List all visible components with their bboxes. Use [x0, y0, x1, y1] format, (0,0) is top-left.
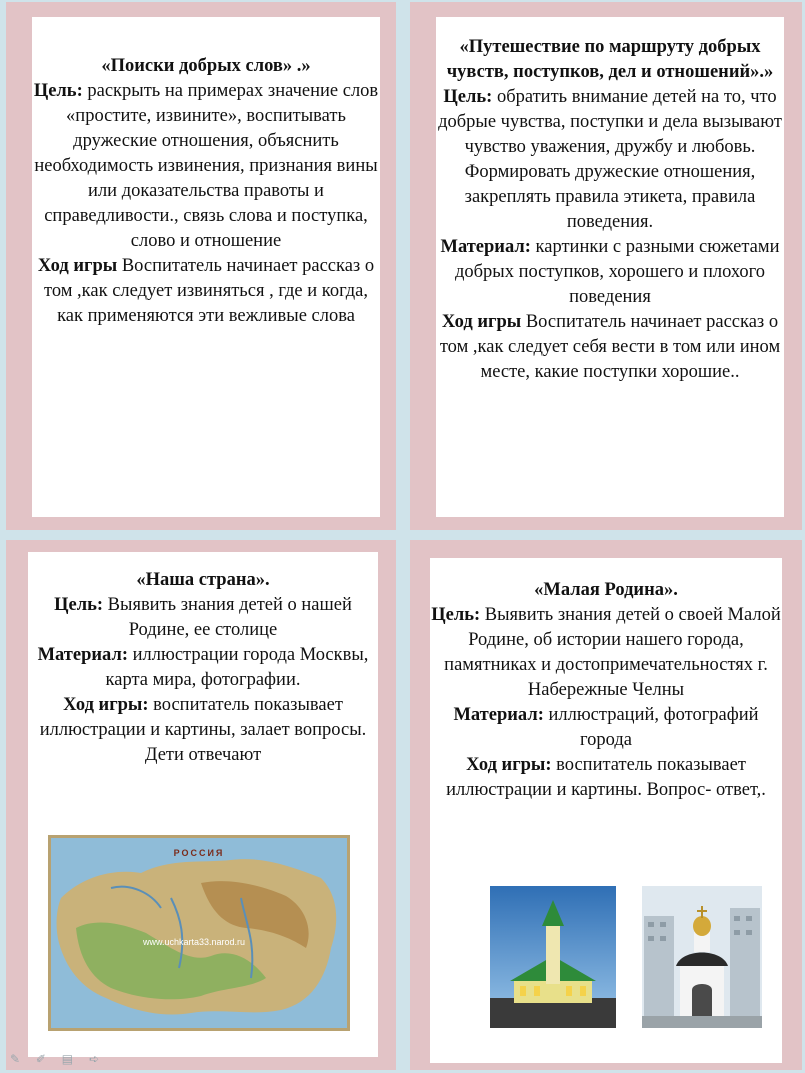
card-title: «Поиски добрых слов» .»: [101, 56, 311, 76]
card-title: «Путешествие по маршруту добрых чувств, поступков, дел и отношений».»: [446, 37, 774, 82]
card-course: [28, 693, 378, 768]
highlighter-icon[interactable]: ✐: [35, 1052, 46, 1066]
goal-text: обратить внимание детей на то, что добрые чувства, поступки и дела вызывают чувство уважения, дружбу и любовь. Формировать дружеские отношения, закреплять правила этикета, правила поведения.: [438, 87, 782, 232]
pen-icon[interactable]: ✎: [10, 1052, 21, 1066]
goal-label: Цель:: [431, 605, 481, 625]
card-kind-words: [32, 17, 380, 517]
card-title: «Наша страна».: [136, 570, 270, 590]
russia-map-image: [48, 835, 350, 1031]
mosque-photo: [490, 886, 616, 1028]
goal-label: Цель:: [33, 81, 83, 101]
card-course: [436, 310, 784, 385]
goal-label: Цель:: [54, 595, 104, 615]
card-course: [430, 753, 782, 803]
map-watermark: www.uchkarta33.narod.ru: [143, 937, 246, 947]
course-label: Ход игры:: [466, 755, 552, 775]
material-text: иллюстрации города Москвы, карта мира, фотографии.: [105, 645, 369, 690]
goal-text: раскрыть на примерах значение слов «простите, извините», воспитывать дружеские отношения, объяснить необходимость извинения, признания вины или доказательства правоты и справедливости., связь слова и поступка, слово и отношение: [34, 81, 379, 251]
goal-text: Выявить знания детей о своей Малой Родине, об истории нашего города, памятниках и достопримечательностях г. Набережные Челны: [444, 605, 781, 700]
card-goal: [436, 85, 784, 235]
course-label: Ход игры: [37, 256, 118, 276]
goal-text: Выявить знания детей о нашей Родине, ее столице: [107, 595, 352, 640]
card-goal: [28, 593, 378, 643]
slide-toolbar: [10, 1052, 111, 1066]
card-goal: [430, 603, 782, 703]
course-text: Воспитатель начинает рассказ о том ,как следует себя вести в том или ином месте, какие поступки хорошие..: [439, 312, 781, 382]
next-icon[interactable]: ➪: [88, 1052, 100, 1066]
card-journey: [436, 17, 784, 517]
card-title: «Малая Родина».: [534, 580, 678, 600]
goal-label: Цель:: [443, 87, 493, 107]
material-label: Материал:: [440, 237, 531, 257]
map-title: РОССИЯ: [173, 848, 225, 858]
card-panel-small-homeland: [410, 540, 802, 1070]
course-label: Ход игры:: [63, 695, 149, 715]
card-small-homeland: [430, 558, 782, 1063]
course-text: воспитатель показывает иллюстрации и картины, залает вопросы. Дети отвечают: [39, 695, 367, 765]
material-text: иллюстраций, фотографий города: [548, 705, 759, 750]
material-text: картинки с разными сюжетами добрых поступков, хорошего и плохого поведения: [454, 237, 780, 307]
chapel-photo: [642, 886, 762, 1028]
course-label: Ход игры: [441, 312, 522, 332]
card-our-country: [28, 552, 378, 1057]
material-label: Материал:: [453, 705, 544, 725]
card-material: [28, 643, 378, 693]
card-material: [430, 703, 782, 753]
material-label: Материал:: [37, 645, 129, 665]
card-material: [436, 235, 784, 310]
card-goal: [32, 79, 380, 254]
card-panel-kind-words: [6, 2, 396, 530]
card-panel-journey: [410, 2, 802, 530]
card-course: [32, 254, 380, 329]
slides-icon[interactable]: ▤: [61, 1052, 74, 1066]
course-text: Воспитатель начинает рассказ о том ,как следует извиняться , где и когда, как применяются эти вежливые слова: [43, 256, 375, 326]
course-text: воспитатель показывает иллюстрации и картины. Вопрос- ответ,.: [446, 755, 766, 800]
card-panel-our-country: [6, 540, 396, 1070]
